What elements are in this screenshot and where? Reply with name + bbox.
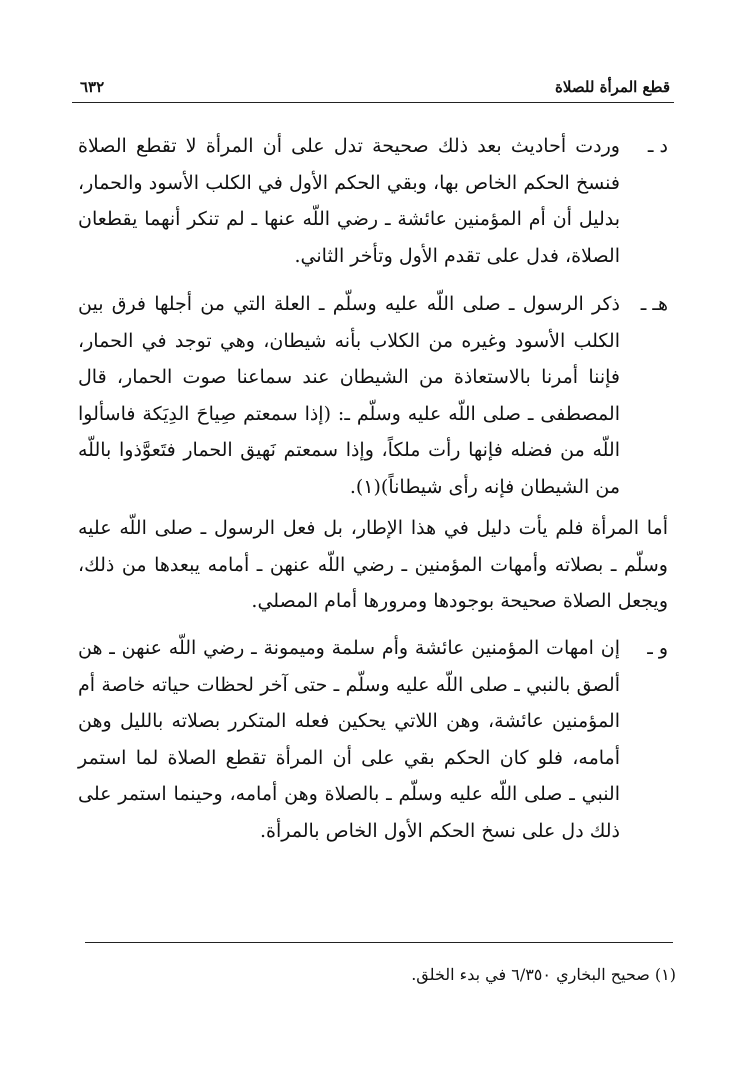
item-dal (78, 128, 668, 274)
footnote-divider (85, 942, 673, 943)
footnote: (١) صحيح البخاري ٦/٣٥٠ في بدء الخلق. (411, 965, 676, 984)
header-divider (72, 102, 674, 103)
item-ha (78, 286, 668, 505)
item-text: وردت أحاديث بعد ذلك صحيحة تدل على أن المرأة لا تقطع الصلاة فنسخ الحكم الخاص بها، وبقي الحكم الأول في الكلب الأسود والحمار، بدليل أن أم المؤمنين عائشة ـ رضي اللّه عنها ـ لم تنكر أنهما يقطعان الصلاة، فدل على تقدم الأول وتأخر الثاني. (78, 135, 620, 267)
item-marker: هـ ـ (640, 293, 668, 315)
item-text: ذكر الرسول ـ صلى اللّه عليه وسلّم ـ العلة التي من أجلها فرق بين الكلب الأسود وغيره من الكلاب بأنه شيطان، وهي توجد في الحمار، فإننا أمرنا بالاستعاذة من الشيطان عند سماعنا صوت الحمار، قال المصطفى ـ صلى اللّه عليه وسلّم ـ: (إذا سمعتم صِياحَ الدِيَكة فاسألوا اللّه من فضله فإنها رأت ملكاً، وإذا سمعتم نَهيق الحمار فتَعوَّذوا باللّه من الشيطان فإنه رأى شيطاناً)(١). (78, 293, 620, 498)
running-header (80, 76, 670, 98)
item-waw (78, 630, 668, 849)
item-marker: و ـ (647, 637, 668, 659)
page-number: ٦٣٢ (80, 78, 105, 96)
item-marker: د ـ (647, 135, 668, 157)
item-text: إن امهات المؤمنين عائشة وأم سلمة وميمونة ـ رضي اللّه عنهن ـ هن ألصق بالنبي ـ صلى اللّه عليه وسلّم ـ حتى آخر لحظات حياته خاصة أم المؤمنين عائشة، وهن اللاتي يحكين فعله المتكرر بصلاته بالليل وهن أمامه، فلو كان الحكم بقي على أن المرأة تقطع الصلاة لما استمر النبي ـ صلى اللّه عليه وسلّم ـ بالصلاة وهن أمامه، وحينما استمر على ذلك دل على نسخ الحكم الأول الخاص بالمرأة. (78, 637, 620, 842)
paragraph-text: أما المرأة فلم يأت دليل في هذا الإطار، بل فعل الرسول ـ صلى اللّه عليه وسلّم ـ بصلاته وأمهات المؤمنين ـ رضي اللّه عنهن ـ أمامه يبعدها من ذلك، ويجعل الصلاة صحيحة بوجودها ومرورها أمام المصلي. (78, 517, 668, 612)
header-title: قطع المرأة للصلاة (555, 78, 670, 96)
body-paragraph (78, 510, 668, 620)
